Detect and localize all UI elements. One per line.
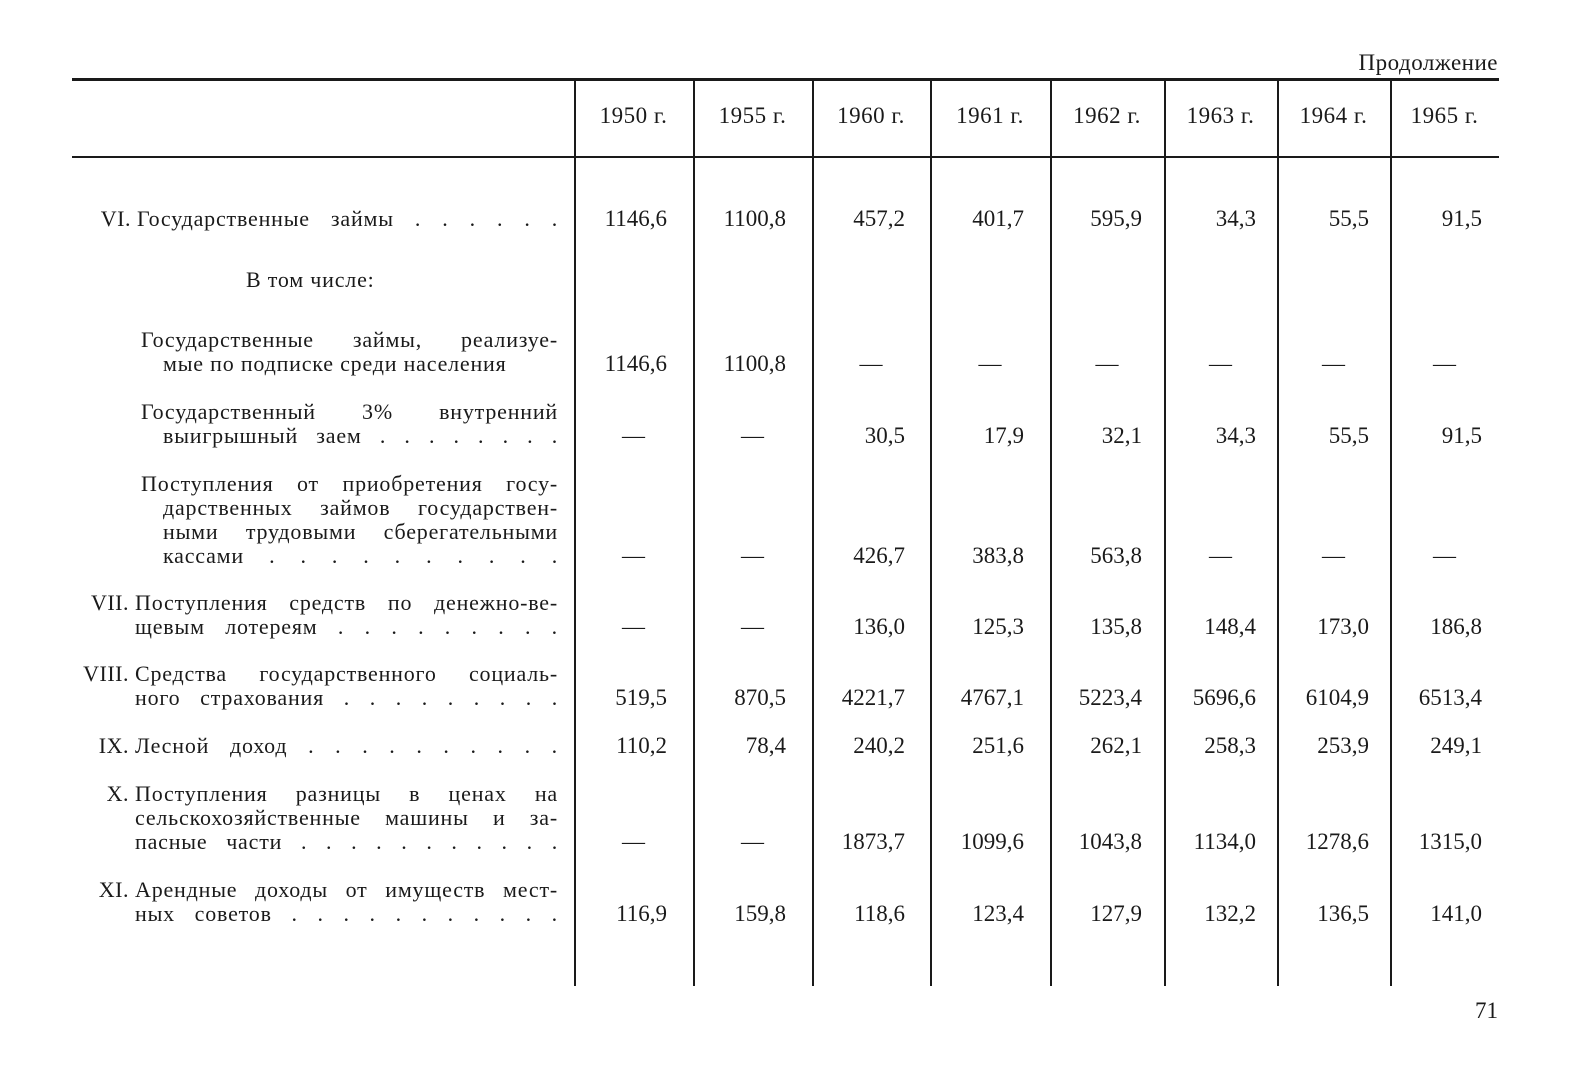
row-label-line: Арендные доходы от имуществ мест- xyxy=(135,877,558,902)
row-label-line: ных советов . . . . . . . . . . . xyxy=(135,901,558,926)
table-cell-dash: — xyxy=(1433,351,1456,376)
row-label-line: В том числе: xyxy=(246,267,375,292)
table-cell-dash: — xyxy=(1433,543,1456,568)
column-header-year: 1963 г. xyxy=(1186,103,1255,128)
table-cell-value: 123,4 xyxy=(972,901,1024,926)
table-cell-value: 401,7 xyxy=(972,206,1024,231)
column-divider xyxy=(1277,80,1279,986)
column-header-year: 1964 г. xyxy=(1299,103,1368,128)
row-label-line: мые по подписке среди населения xyxy=(163,351,507,376)
column-header-year: 1961 г. xyxy=(956,103,1024,128)
column-header-year: 1950 г. xyxy=(599,103,668,128)
row-label-line: сельскохозяйственные машины и за- xyxy=(135,805,558,830)
row-label-line: Поступления от приобретения госу- xyxy=(141,471,558,496)
table-cell-value: 262,1 xyxy=(1090,733,1142,758)
table-cell-dash: — xyxy=(622,543,645,568)
table-cell-value: 519,5 xyxy=(615,685,667,710)
table-cell-value: 91,5 xyxy=(1441,206,1482,231)
table-cell-value: 6104,9 xyxy=(1305,685,1369,710)
table-cell-value: 186,8 xyxy=(1430,614,1482,639)
table-cell-value: 34,3 xyxy=(1215,423,1256,448)
row-roman-numeral: VI. xyxy=(100,206,131,231)
table-cell-value: 78,4 xyxy=(745,733,786,758)
table-cell-value: 1100,8 xyxy=(723,206,786,231)
table-cell-value: 563,8 xyxy=(1090,543,1142,568)
table-cell-value: 141,0 xyxy=(1430,901,1482,926)
table-cell-value: 870,5 xyxy=(734,685,786,710)
table-cell-value: 34,3 xyxy=(1215,206,1256,231)
row-roman-numeral: VII. xyxy=(90,590,129,615)
table-cell-value: 116,9 xyxy=(616,901,667,926)
column-divider xyxy=(930,80,932,986)
table-cell-value: 132,2 xyxy=(1204,901,1256,926)
continuation-label: Продолжение xyxy=(1358,50,1498,75)
table-cell-dash: — xyxy=(741,423,764,448)
table-cell-dash: — xyxy=(622,614,645,639)
row-label-line: пасные части . . . . . . . . . . . xyxy=(135,829,558,854)
table-cell-value: 1099,6 xyxy=(960,829,1024,854)
table-cell-value: 4221,7 xyxy=(841,685,905,710)
row-label-line: Государственные займы . . . . . . xyxy=(137,206,558,231)
table-top-rule xyxy=(72,78,1499,81)
table-cell-value: 1873,7 xyxy=(841,829,905,854)
column-header-year: 1955 г. xyxy=(718,103,787,128)
row-label-line: кассами . . . . . . . . . . xyxy=(163,543,558,568)
table-cell-value: 91,5 xyxy=(1441,423,1482,448)
column-divider xyxy=(812,80,814,986)
table-cell-dash: — xyxy=(741,614,764,639)
table-cell-value: 1146,6 xyxy=(604,206,667,231)
table-cell-dash: — xyxy=(1322,351,1345,376)
table-cell-value: 55,5 xyxy=(1328,423,1369,448)
table-cell-value: 173,0 xyxy=(1317,614,1369,639)
column-header-year: 1962 г. xyxy=(1073,103,1141,128)
table-cell-value: 1134,0 xyxy=(1193,829,1256,854)
row-label-line: дарственных займов государствен- xyxy=(163,495,558,520)
table-cell-dash: — xyxy=(1209,351,1232,376)
row-roman-numeral: VIII. xyxy=(83,661,129,686)
table-header-rule xyxy=(72,156,1499,158)
table-cell-value: 32,1 xyxy=(1101,423,1142,448)
column-divider xyxy=(1050,80,1052,986)
row-roman-numeral: X. xyxy=(106,781,129,806)
table-cell-dash: — xyxy=(741,829,764,854)
row-label-line: выигрышный заем . . . . . . . . xyxy=(163,423,558,448)
row-roman-numeral: IX. xyxy=(98,733,129,758)
table-cell-value: 118,6 xyxy=(854,901,905,926)
row-label-line: Государственные займы, реализуе- xyxy=(141,327,558,352)
table-cell-value: 55,5 xyxy=(1328,206,1369,231)
row-label-line: щевым лотереям . . . . . . . . . xyxy=(135,614,558,639)
row-label-line: ного страхования . . . . . . . . . xyxy=(135,685,558,710)
table-cell-dash: — xyxy=(1322,543,1345,568)
table-cell-value: 125,3 xyxy=(972,614,1024,639)
column-header-year: 1960 г. xyxy=(837,103,905,128)
table-cell-value: 135,8 xyxy=(1090,614,1142,639)
table-cell-value: 253,9 xyxy=(1317,733,1369,758)
column-divider xyxy=(1390,80,1392,986)
table-cell-value: 1100,8 xyxy=(723,351,786,376)
table-cell-value: 258,3 xyxy=(1204,733,1256,758)
table-cell-value: 159,8 xyxy=(734,901,786,926)
table-cell-value: 5223,4 xyxy=(1078,685,1142,710)
table-cell-value: 110,2 xyxy=(616,733,667,758)
table-cell-dash: — xyxy=(1095,351,1119,376)
column-divider xyxy=(1164,80,1166,986)
row-label-line: Поступления средств по денежно-ве- xyxy=(135,590,558,615)
table-cell-value: 1315,0 xyxy=(1418,829,1482,854)
page-number: 71 xyxy=(1475,998,1498,1023)
table-cell-value: 249,1 xyxy=(1430,733,1482,758)
table-cell-value: 17,9 xyxy=(983,423,1024,448)
table-cell-value: 1043,8 xyxy=(1078,829,1142,854)
table-cell-value: 6513,4 xyxy=(1418,685,1482,710)
row-label-line: Государственный 3% внутренний xyxy=(141,399,558,424)
table-cell-dash: — xyxy=(859,351,883,376)
row-label-line: Средства государственного социаль- xyxy=(135,661,558,686)
table-cell-value: 136,5 xyxy=(1317,901,1369,926)
row-label-line: ными трудовыми сберегательными xyxy=(163,519,558,544)
column-header-year: 1965 г. xyxy=(1410,103,1479,128)
table-cell-value: 127,9 xyxy=(1090,901,1142,926)
table-cell-value: 136,0 xyxy=(853,614,905,639)
table-cell-value: 4767,1 xyxy=(960,685,1024,710)
table-cell-dash: — xyxy=(1209,543,1232,568)
table-cell-dash: — xyxy=(622,829,645,854)
table-cell-value: 5696,6 xyxy=(1192,685,1256,710)
table-cell-value: 595,9 xyxy=(1090,206,1142,231)
row-label-line: Поступления разницы в ценах на xyxy=(135,781,558,806)
table-cell-value: 1278,6 xyxy=(1305,829,1369,854)
table-cell-value: 148,4 xyxy=(1204,614,1256,639)
table-cell-dash: — xyxy=(622,423,645,448)
table-cell-value: 30,5 xyxy=(864,423,905,448)
row-roman-numeral: XI. xyxy=(98,877,129,902)
table-cell-value: 240,2 xyxy=(853,733,905,758)
table-cell-value: 1146,6 xyxy=(604,351,667,376)
table-cell-value: 251,6 xyxy=(972,733,1024,758)
table-cell-dash: — xyxy=(741,543,764,568)
table-cell-dash: — xyxy=(978,351,1002,376)
table-cell-value: 426,7 xyxy=(853,543,905,568)
table-cell-value: 383,8 xyxy=(972,543,1024,568)
table-cell-value: 457,2 xyxy=(853,206,905,231)
row-label-line: Лесной доход . . . . . . . . . . xyxy=(135,733,558,758)
